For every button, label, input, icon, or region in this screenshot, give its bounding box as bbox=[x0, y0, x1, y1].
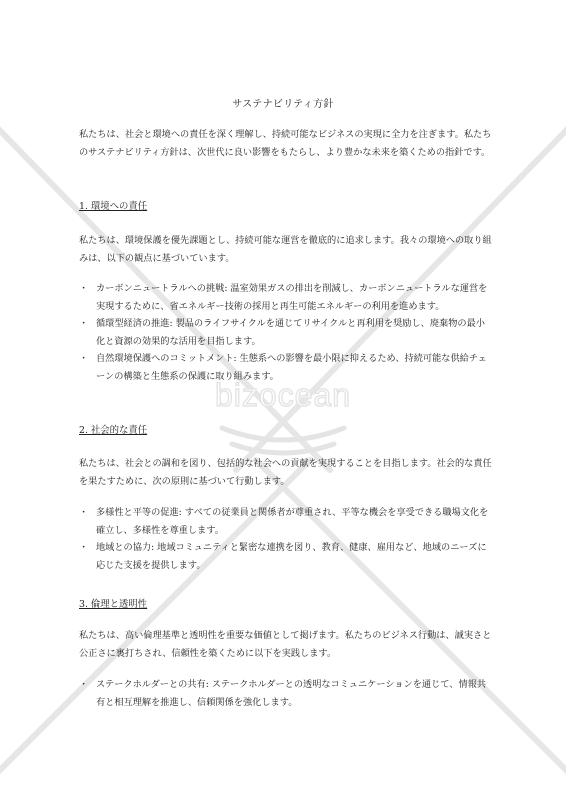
bullet-list-environment bbox=[79, 280, 493, 385]
list-item-text: 多様性と平等の促進: すべての従業員と関係者が尊重され、平等な機会を享受できる職場文化を確立し、多様性を尊重します。 bbox=[96, 507, 489, 536]
list-item-text: 地域との協力: 地域コミュニティと緊密な連携を図り、教育、健康、雇用など、地域のニーズに応じた支援を提供します。 bbox=[96, 542, 487, 571]
bullet-icon: ・ bbox=[79, 679, 89, 690]
section-text-ethics: 私たちは、高い倫理基準と透明性を重要な価値として掲げます。私たちのビジネス行動は、誠実さと公正さに裏打ちされ、信頼性を築くために以下を実践します。 bbox=[79, 630, 492, 659]
page-title: サステナビリティ方針 bbox=[232, 99, 334, 110]
list-item bbox=[79, 539, 493, 574]
section-heading-environment: 1. 環境への責任 bbox=[79, 201, 148, 212]
list-item bbox=[79, 315, 493, 350]
list-item bbox=[79, 676, 493, 711]
bullet-list-ethics bbox=[79, 676, 493, 711]
list-item-text: 循環型経済の推進: 製品のライフサイクルを通じてリサイクルと再利用を奨励し、廃棄物の最小化と資源の効果的な活用を目指します。 bbox=[96, 318, 485, 347]
bullet-icon: ・ bbox=[79, 542, 89, 553]
section-heading-social: 2. 社会的な責任 bbox=[79, 425, 148, 436]
list-item bbox=[79, 280, 493, 315]
bullet-icon: ・ bbox=[79, 318, 89, 329]
bullet-list-social bbox=[79, 504, 493, 574]
bullet-icon: ・ bbox=[79, 507, 89, 518]
list-item-text: カーボンニュートラルへの挑戦: 温室効果ガスの排出を削減し、カーボンニュートラルな運営を実現するために、省エネルギー技術の採用と再生可能エネルギーの利用を進めます。 bbox=[96, 283, 488, 312]
section-text-environment: 私たちは、環境保護を優先課題とし、持続可能な運営を徹底的に追求します。我々の環境への取り組みは、以下の観点に基づいています。 bbox=[79, 235, 492, 264]
section-heading-ethics: 3. 倫理と透明性 bbox=[79, 599, 148, 610]
bullet-icon: ・ bbox=[79, 283, 89, 294]
list-item bbox=[79, 350, 493, 385]
section-text-social: 私たちは、社会との調和を図り、包括的な社会への貢献を実現することを目指します。社会的な責任を果たすために、次の原則に基づいて行動します。 bbox=[79, 458, 492, 487]
list-item bbox=[79, 504, 493, 539]
list-item-text: 自然環境保護へのコミットメント: 生態系への影響を最小限に抑えるため、持続可能な供給チェーンの構築と生態系の保護に取り組みます。 bbox=[96, 353, 487, 382]
watermark-text: bizocean bbox=[214, 377, 352, 413]
list-item-text: ステークホルダーとの共有: ステークホルダーとの透明なコミュニケーションを通じて、情報共有と相互理解を推進し、信頼関係を強化します。 bbox=[96, 679, 487, 708]
intro-paragraph: 私たちは、社会と環境への責任を深く理解し、持続可能なビジネスの実現に全力を注ぎます。私たちのサステナビリティ方針は、次世代に良い影響をもたらし、より豊かな未来を築くための指針です。 bbox=[79, 129, 492, 158]
bullet-icon: ・ bbox=[79, 353, 89, 364]
